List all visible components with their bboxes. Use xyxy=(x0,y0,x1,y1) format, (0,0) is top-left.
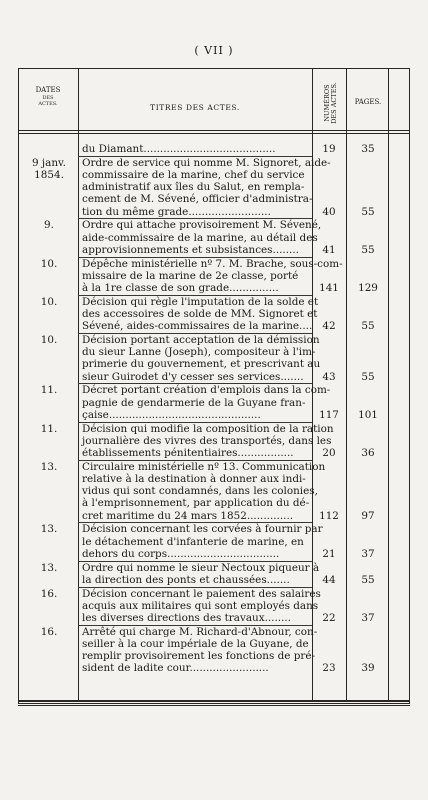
header-pages: PAGES. xyxy=(354,98,382,106)
entry-date: 13. xyxy=(40,561,58,574)
header-dates xyxy=(20,86,76,107)
entry-title-line: Arrêté qui charge M. Richard-d'Abnour, con- xyxy=(82,625,318,638)
entry-number: 40 xyxy=(322,205,336,218)
entry-title-line: cret maritime du 24 mars 1852.............. xyxy=(82,509,294,522)
entry-number: 117 xyxy=(319,408,339,421)
entry-title-line: à la 1re classe de son grade............... xyxy=(82,282,279,294)
entry-number: 19 xyxy=(322,143,336,155)
entry-title-line: commissaire de la marine, chef du service xyxy=(82,169,305,181)
entry-title-line: du sieur Lanne (Joseph), compositeur à l'im- xyxy=(82,346,316,359)
entry-number: 41 xyxy=(322,243,336,256)
entry-title-line: Ordre qui nomme le sieur Nectoux piqueur à xyxy=(82,561,320,574)
entry-page: 55 xyxy=(361,243,375,256)
entry-date: 10. xyxy=(40,257,58,270)
entry-title-line: du Diamant........................................ xyxy=(82,143,276,155)
entry-page: 55 xyxy=(361,320,375,333)
entry-title-line: à l'emprisonnement, par application du dé- xyxy=(82,497,310,510)
entry-title-line: le détachement d'infanterie de marine, en xyxy=(82,535,304,548)
entry-title-line: Circulaire ministérielle nº 13. Communication xyxy=(82,460,326,473)
page-number: ( VII ) xyxy=(194,44,234,57)
entry-title-line: Décision portant acceptation de la démission xyxy=(82,334,320,346)
entry-number: 42 xyxy=(322,320,336,333)
entry-date: 16. xyxy=(40,625,58,638)
entry-number: 23 xyxy=(322,662,336,675)
entry-title-line: Décision concernant les corvées à fournir par xyxy=(82,523,323,536)
entry-title-line: Décision concernant le paiement des salaires xyxy=(82,587,321,600)
entry-title xyxy=(82,625,318,675)
entry-page: 39 xyxy=(361,662,375,675)
entry-title-line: sident de ladite cour........................ xyxy=(82,662,269,675)
entry-title-line: missaire de la marine de 2e classe, porté xyxy=(82,269,299,282)
entry-date: 13. xyxy=(40,460,58,473)
entry-title-line: administratif aux îles du Salut, en rempla- xyxy=(82,181,305,194)
entry-title-line: tion du même grade......................... xyxy=(82,205,271,218)
entry-date: 16. xyxy=(40,587,58,600)
header-numeros-actes: ACTES. xyxy=(330,82,339,108)
entry-title-line: Sévené, aides-commissaires de la marine.... xyxy=(82,320,313,333)
header-rule-double xyxy=(18,133,410,134)
entry-title-line: aide-commissaire de la marine, au détail des xyxy=(82,231,318,244)
entry-title-line: cement de M. Sévené, officier d'administra- xyxy=(82,193,313,206)
header-actes-label: ACTES. xyxy=(38,101,58,107)
entry-title-line: la direction des ponts et chaussées....... xyxy=(82,573,290,586)
entry-title-line: vidus qui sont condamnés, dans les colonies, xyxy=(82,485,318,498)
entry-date: 11. xyxy=(40,422,58,435)
entry-page: 36 xyxy=(361,446,375,459)
header-numeros xyxy=(323,76,339,130)
entry-title-line: dehors du corps.................................. xyxy=(82,547,280,560)
entry-title-line: remplir provisoirement les fonctions de pré- xyxy=(82,650,315,663)
entry-title xyxy=(82,587,321,625)
entry-title-line: Ordre de service qui nomme M. Signoret, aide- xyxy=(82,156,331,169)
entry-date: 10. xyxy=(40,295,58,308)
entry-title-line: seiller à la cour impériale de la Guyane, de xyxy=(82,638,309,650)
entry-title xyxy=(82,523,323,560)
entry-title xyxy=(82,460,326,522)
entry-number: 43 xyxy=(322,370,336,383)
entry-date: 9. xyxy=(44,219,54,232)
header-des-label: DES xyxy=(42,94,54,101)
entry-title-line: les diverses directions des travaux........ xyxy=(82,612,291,624)
entry-title-line: Décision qui règle l'imputation de la solde et xyxy=(82,295,319,308)
entry-title-line: pagnie de gendarmerie de la Guyane fran- xyxy=(82,396,306,409)
entry-title xyxy=(82,143,310,155)
entry-date: 10. xyxy=(40,334,58,346)
entry-page: 101 xyxy=(358,408,378,421)
entry-page: 37 xyxy=(361,547,375,560)
entry-page: 55 xyxy=(361,573,375,586)
header-rule xyxy=(18,130,410,131)
header-numeros-label: NUMÉROS xyxy=(323,84,331,122)
entry-date: 9 janv. 1854. xyxy=(32,156,66,181)
entry-title-line: établissements pénitentiaires................. xyxy=(82,447,294,459)
column-divider-numero xyxy=(346,68,347,700)
header-numeros-des: DES xyxy=(330,109,339,124)
entry-title-line: Dépêche ministérielle nº 7. M. Brache, sous-com- xyxy=(82,257,343,270)
header-titles: TITRES DES ACTES. xyxy=(150,103,240,112)
entry-title-line: journalière des vivres des transportés, dans les xyxy=(82,434,332,447)
entry-date: 11. xyxy=(40,384,58,397)
entry-title xyxy=(82,561,320,586)
entry-number: 22 xyxy=(322,611,336,624)
entry-title-line: sieur Guirodet d'y cesser ses services....... xyxy=(82,370,304,383)
entry-title-line: Décret portant création d'emplois dans la com- xyxy=(82,384,331,397)
entry-title-line: relative à la destination à donner aux indi- xyxy=(82,473,306,485)
header-dates-label: DATES xyxy=(35,86,61,94)
entry-title-line: çaise.............................................. xyxy=(82,408,261,421)
entry-page: 55 xyxy=(361,205,375,218)
entry-page: 35 xyxy=(361,143,375,155)
entry-page: 55 xyxy=(361,370,375,383)
column-divider-page xyxy=(388,68,389,700)
entry-page: 129 xyxy=(358,281,378,294)
entry-title xyxy=(82,219,322,256)
entry-page: 37 xyxy=(361,611,375,624)
entry-date: 13. xyxy=(40,523,58,536)
entry-number: 21 xyxy=(322,547,336,560)
entry-page: 97 xyxy=(361,509,375,522)
entry-number: 141 xyxy=(319,281,339,294)
entry-title-line: Ordre qui attache provisoirement M. Sévené, xyxy=(82,219,322,232)
entry-title xyxy=(82,334,321,383)
entry-title-line: Décision qui modifie la composition de la ration xyxy=(82,422,334,435)
entry-title xyxy=(82,295,319,333)
entry-title-line: primerie du gouvernement, et prescrivant au xyxy=(82,358,321,371)
entry-title-line: approvisionnements et subsistances........ xyxy=(82,243,299,256)
entry-number: 44 xyxy=(322,573,336,586)
entry-number: 20 xyxy=(322,446,336,459)
entry-number: 112 xyxy=(319,509,339,522)
table-bottom-rule xyxy=(18,700,410,706)
entry-title-line: des accessoires de solde de MM. Signoret et xyxy=(82,308,318,320)
entry-title-line: acquis aux militaires qui sont employés dans xyxy=(82,599,319,612)
